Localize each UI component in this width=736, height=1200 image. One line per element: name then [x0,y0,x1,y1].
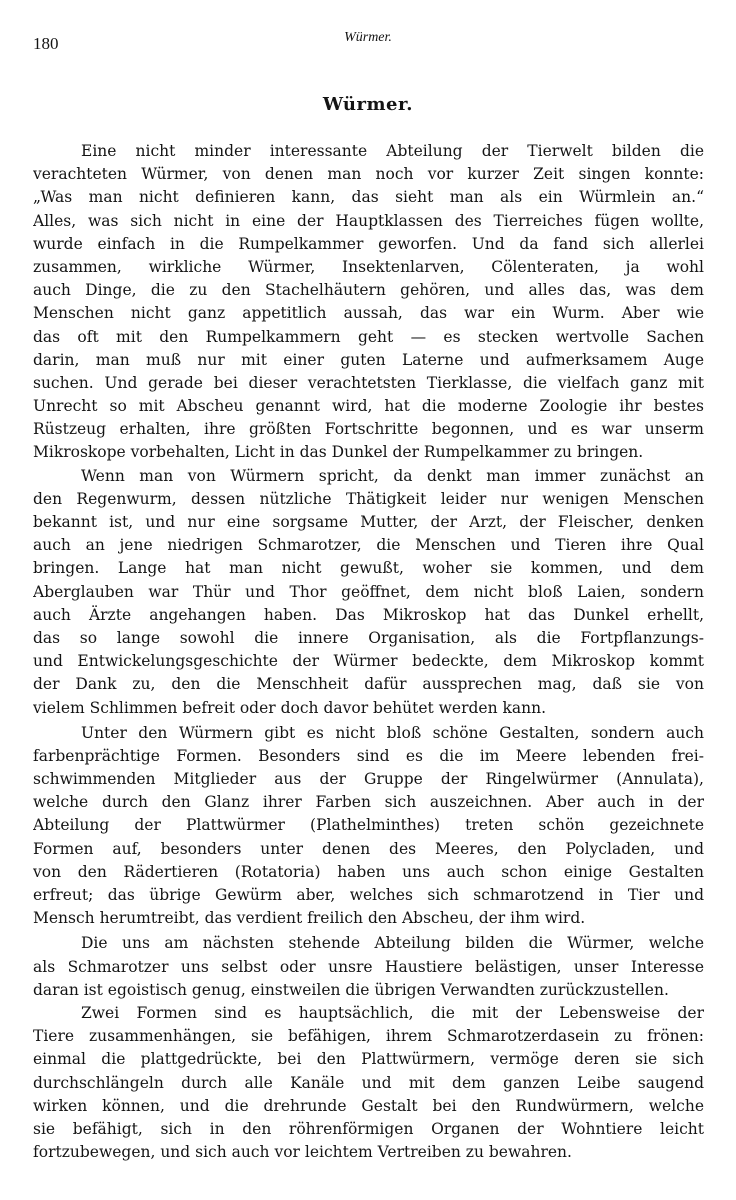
text-line: suchen. Und gerade bei dieser verachtetsten Tierklasse, die vielfach ganz mit [33,373,704,392]
text-line: der Dank zu, den die Menschheit dafür aussprechen mag, daß sie von [33,675,704,694]
text-line: das so lange sowohl die innere Organisation, als die Fortpflanzungs- [33,628,704,647]
text-line: von den Rädertieren (Rotatoria) haben uns auch schon einige Gestalten [33,862,704,881]
text-line: bringen. Lange hat man nicht gewußt, woher sie kommen, und dem [33,559,704,578]
text-line: Tiere zusammenhängen, sie befähigen, ihrem Schmarotzerdasein zu frönen: [33,1027,704,1046]
text-line: verachteten Würmer, von denen man noch vor kurzer Zeit singen konnte: [33,165,704,184]
text-line: auch Dinge, die zu den Stachelhäutern gehören, und alles das, was dem [33,281,704,300]
text-line: Eine nicht minder interessante Abteilung der Tierwelt bilden die [81,142,704,160]
text-line: wurde einfach in die Rumpelkammer geworfen. Und da fand sich allerlei [33,234,704,253]
text-line: darin, man muß nur mit einer guten Laterne und aufmerksamem Auge [33,350,704,369]
text-line: Menschen nicht ganz appetitlich aussah, das war ein Wurm. Aber wie [33,304,704,323]
text-line: zusammen, wirkliche Würmer, Insektenlarven, Cölenteraten, ja wohl [33,257,704,276]
text-line: daran ist egoistisch genug, einstweilen die übrigen Verwandten zurückzustellen. [33,980,669,999]
text-line: farbenprächtige Formen. Besonders sind es die im Meere lebenden frei- [33,746,704,765]
text-line: „Was man nicht definieren kann, das sieht man als ein Würmlein an.“ [33,188,704,207]
text-line: Mensch herumtreibt, das verdient freilich den Abscheu, der ihm wird. [33,909,586,928]
page-number: 180 [33,34,59,53]
section-title: Würmer. [322,94,414,115]
text-line: und Entwickelungsgeschichte der Würmer bedeckte, dem Mikroskop kommt [33,652,704,671]
text-line: Abteilung der Plattwürmer (Plathelminthes) treten schön gezeichnete [33,816,704,835]
text-line: als Schmarotzer uns selbst oder unsre Haustiere belästigen, unser Interesse [33,957,704,976]
text-line: Aberglauben war Thür und Thor geöffnet, dem nicht bloß Laien, sondern [33,582,704,601]
text-line: schwimmenden Mitglieder aus der Gruppe der Ringelwürmer (Annulata), [33,770,704,789]
text-line: Unter den Würmern gibt es nicht bloß schöne Gestalten, sondern auch [81,723,704,742]
text-line: auch Ärzte angehangen haben. Das Mikroskop hat das Dunkel erhellt, [33,605,704,624]
text-line: Die uns am nächsten stehende Abteilung bilden die Würmer, welche [81,934,704,953]
text-line: durchschlängeln durch alle Kanäle und mit dem ganzen Leibe saugend [33,1073,704,1092]
text-line: den Regenwurm, dessen nützliche Thätigkeit leider nur wenigen Menschen [33,489,704,508]
text-line: sie befähigt, sich in den röhrenförmigen Organen der Wohntiere leicht [33,1119,704,1138]
text-line: Rüstzeug erhalten, ihre größten Fortschritte begonnen, und es war unserm [33,420,704,439]
text-line: das oft mit den Rumpelkammern geht — es stecken wertvolle Sachen [33,327,704,346]
text-line: auch an jene niedrigen Schmarotzer, die Menschen und Tieren ihre Qual [33,536,704,555]
text-line: erfreut; das übrige Gewürm aber, welches sich schmarotzend in Tier und [33,886,704,904]
text-line: Zwei Formen sind es hauptsächlich, die mit der Lebensweise der [81,1003,704,1022]
text-line: einmal die plattgedrückte, bei den Plattwürmern, vermöge deren sie sich [33,1050,704,1069]
text-line: Mikroskope vorbehalten, Licht in das Dunkel der Rumpelkammer zu bringen. [33,443,644,462]
text-line: bekannt ist, und nur eine sorgsame Mutter, der Arzt, der Fleischer, denken [33,513,704,531]
text-line: Formen auf, besonders unter denen des Meeres, den Polycladen, und [33,839,704,858]
text-line: vielem Schlimmen befreit oder doch davor behütet werden kann. [33,698,547,717]
running-head: Würmer. [344,30,392,45]
body-text [33,140,704,1164]
text-line: Unrecht so mit Abscheu genannt wird, hat die moderne Zoologie ihr bestes [33,397,704,416]
text-line: fortzubewegen, und sich auch vor leichtem Vertreiben zu bewahren. [33,1143,572,1162]
text-line: welche durch den Glanz ihrer Farben sich auszeichnen. Aber auch in der [33,793,704,812]
text-line: wirken können, und die drehrunde Gestalt bei den Rundwürmern, welche [33,1096,704,1115]
text-line: Alles, was sich nicht in eine der Hauptklassen des Tierreiches fügen wollte, [33,211,704,230]
text-line: Wenn man von Würmern spricht, da denkt man immer zunächst an [81,466,704,485]
